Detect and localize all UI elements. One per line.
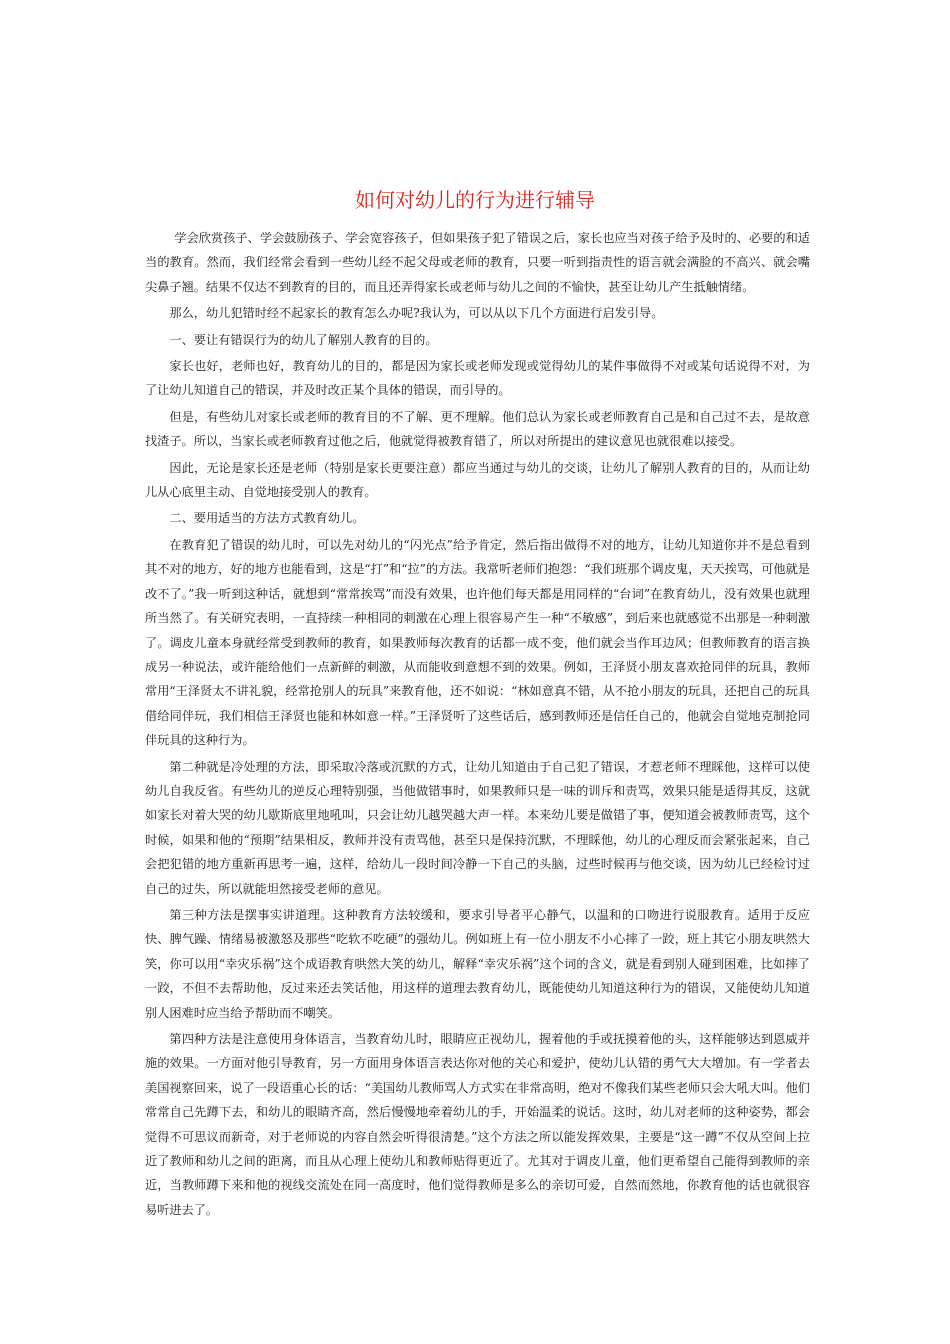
section-heading-2: 二、要用适当的方法方式教育幼儿。 — [169, 511, 365, 526]
paragraph-method-3: 第三种方法是摆事实讲道理。这种教育方法较缓和，要求引导者平心静气，以温和的口吻进行说服教育。适用于反应快、脾气躁、情绪易被激怒及那些“吃软不吃硬”的强幼儿。例如班上有一位小朋友不小心摔了一跤，班上其它小朋友哄然大笑，你可以用“幸灾乐祸”这个成语教育哄然大笑的幼儿，解释“幸灾乐祸”这个词的含义，就是看到别人碰到困难，比如摔了一跤，不但不去帮助他，反过来还去笑话他，用这样的道理去教育幼儿，既能使幼儿知道这种行为的错误，又能使幼儿知道别人困难时应当给予帮助而不嘲笑。 — [145, 907, 810, 1020]
paragraph-method-2: 第二种就是冷处理的方法，即采取冷落或沉默的方式，让幼儿知道由于自己犯了错误，才惹老师不理睬他，这样可以使幼儿自我反省。有些幼儿的逆反心理特别强，当他做错事时，如果教师只是一味的训斥和责骂，效果只能是适得其反，这就如家长对着大哭的幼儿歇斯底里地吼叫，只会让幼儿越哭越大声一样。本来幼儿要是做错了事，便知道会被教师责骂，这个时候，如果和他的“预期”结果相反，教师并没有责骂他，甚至只是保持沉默，不理睬他，幼儿的心理反而会紧张起来，自己会把犯错的地方重新再思考一遍，这样，给幼儿一段时间冷静一下自己的头脑，过些时候再与他交谈，因为幼儿已经检讨过自己的过失，所以就能坦然接受老师的意见。 — [145, 759, 810, 896]
paragraph-intro: 学会欣赏孩子、学会鼓励孩子、学会宽容孩子，但如果孩子犯了错误之后，家长也应当对孩子给予及时的、必要的和适当的教育。然而，我们经常会看到一些幼儿经不起父母或老师的教育，只要一听到指责性的语言就会满脸的不高兴、就会嘴尖鼻子翘。结果不仅达不到教育的目的，而且还弄得家长或老师与幼儿之间的不愉快，甚至让幼儿产生抵触情绪。 — [145, 231, 810, 294]
paragraph-method-1: 在教育犯了错误的幼儿时，可以先对幼儿的“闪光点”给予肯定，然后指出做得不对的地方，让幼儿知道你并不是总看到其不对的地方，好的地方也能看到，这是“打”和“拉”的方法。我常听老师们抱怨：“我们班那个调皮鬼，天天挨骂，可他就是改不了。”我一听到这种话，就想到“常常挨骂”而没有效果，也许他们每天都是用同样的“台词”在教育幼儿，没有效果也就理所当然了。有关研究表明，一直持续一种相同的刺激在心理上很容易产生一种“不敏感”，到后来也就感觉不出那是一种刺激了。调皮儿童本身就经常受到教师的教育，如果教师每次教育的话都一成不变，他们就会当作耳边风；但教师教育的语言换成另一种说法，或许能给他们一点新鲜的刺激，从而能收到意想不到的效果。例如，王泽贤小朋友喜欢抢同伴的玩具，教师常用“王泽贤太不讲礼貌，经常抢别人的玩具”来教育他，还不如说：“林如意真不错，从不抢小朋友的玩具，还把自己的玩具借给同伴玩，我们相信王泽贤也能和林如意一样。”王泽贤听了这些话后，感到教师还是信任自己的，他就会自觉地克制抢同伴玩具的这种行为。 — [145, 537, 810, 748]
document-body — [145, 226, 810, 1222]
section-heading-1: 一、要让有错误行为的幼儿了解别人教育的目的。 — [169, 332, 438, 347]
paragraph: 因此，无论是家长还是老师（特别是家长更要注意）都应当通过与幼儿的交谈，让幼儿了解别人教育的目的，从而让幼儿从心底里主动、自觉地接受别人的教育。 — [145, 460, 810, 500]
paragraph-question: 那么，幼儿犯错时经不起家长的教育怎么办呢?我认为，可以从以下几个方面进行启发引导。 — [169, 306, 664, 321]
paragraph: 但是，有些幼儿对家长或老师的教育目的不了解、更不理解。他们总认为家长或老师教育自己是和自己过不去，是故意找渣子。所以，当家长或老师教育过他之后，他就觉得被教育错了，所以对所提出的建议意见也就很难以接受。 — [145, 409, 810, 449]
paragraph-method-4: 第四种方法是注意使用身体语言，当教育幼儿时，眼睛应正视幼儿，握着他的手或抚摸着他的头，这样能够达到恩威并施的效果。一方面对他引导教育，另一方面用身体语言表达你对他的关心和爱护，使幼儿认错的勇气大大增加。有一学者去美国视察回来，说了一段语重心长的话：“美国幼儿教师骂人方式实在非常高明，绝对不像我们某些老师只会大吼大叫。他们常常自己先蹲下去，和幼儿的眼睛齐高，然后慢慢地牵着幼儿的手，开始温柔的说话。这时，幼儿对老师的这种姿势，都会觉得不可思议而新奇，对于老师说的内容自然会听得很清楚。”这个方法之所以能发挥效果，主要是“这一蹲”不仅从空间上拉近了教师和幼儿之间的距离，而且从心理上使幼儿和教师贴得更近了。尤其对于调皮儿童，他们更希望自己能得到教师的亲近，当教师蹲下来和他的视线交流处在同一高度时，他们觉得教师是多么的亲切可爱，自然而然地，你教育他的话也就很容易听进去了。 — [145, 1032, 810, 1217]
paragraph: 家长也好，老师也好，教育幼儿的目的，都是因为家长或老师发现或觉得幼儿的某件事做得不对或某句话说得不对，为了让幼儿知道自己的错误，并及时改正某个具体的错误，而引导的。 — [145, 359, 810, 398]
document-title: 如何对幼儿的行为进行辅导 — [355, 188, 595, 212]
